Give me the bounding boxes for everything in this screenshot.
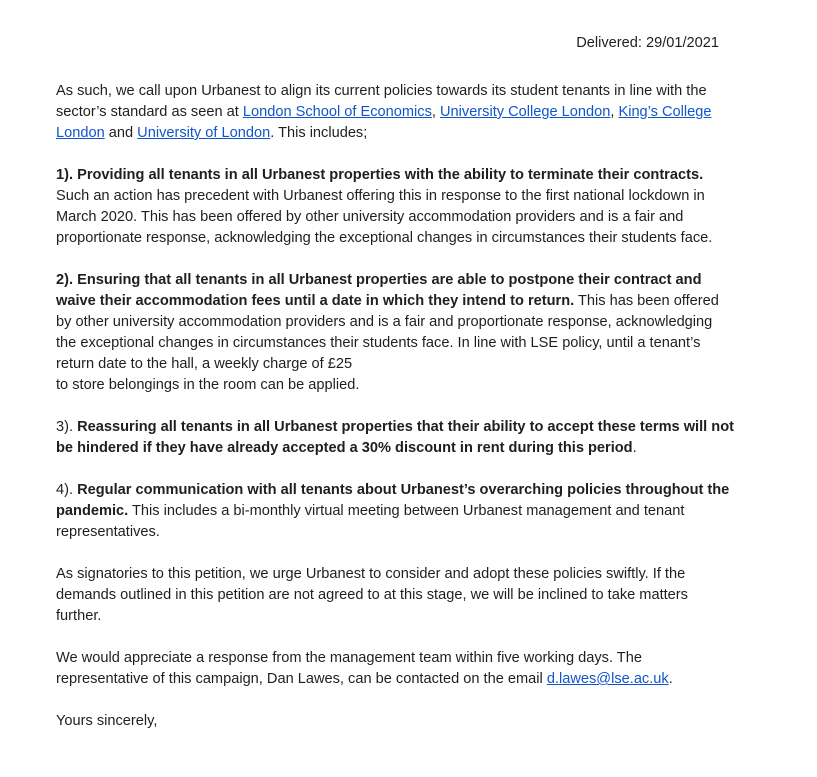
intro-paragraph (56, 81, 736, 144)
email-link[interactable]: d.lawes@lse.ac.uk (546, 671, 669, 687)
point-2 (56, 270, 736, 396)
intro-text-end: . This includes; (270, 125, 368, 141)
response-paragraph (56, 648, 736, 690)
point-1-heading (56, 167, 703, 183)
link-university-of-london[interactable]: University of London (137, 125, 271, 141)
point-4-text: This includes a bi-monthly virtual meeting between Urbanest management and tenant representatives. (56, 503, 685, 540)
link-lse[interactable]: London School of Economics (242, 104, 432, 120)
point-1-bold-text: Providing all tenants in all Urbanest properties with the ability to terminate their contracts. (77, 167, 704, 183)
intro-separator: , (610, 104, 619, 120)
intro-text: As such, we call upon Urbanest to align its current policies towards its student tenants in line with the sector’s standard as seen at (56, 83, 707, 120)
signatories-paragraph: As signatories to this petition, we urge Urbanest to consider and adopt these policies swiftly. If the demands outlined in this petition are not agreed to at this stage, we will be inclined to take matters further. (56, 566, 688, 624)
link-kcl[interactable]: King’s College London (56, 104, 712, 141)
point-3-text: . (632, 440, 637, 456)
point-1 (56, 165, 736, 249)
signoff: Yours sincerely, (56, 713, 158, 729)
point-3-number: 3). (56, 419, 78, 435)
response-text: We would appreciate a response from the management team within five working days. The representative of this campaign, Dan Lawes, can be contacted on the email (56, 650, 642, 687)
point-2-text-line2: to store belongings in the room can be applied. (56, 377, 360, 393)
point-2-number: 2). (56, 272, 78, 288)
delivered-date: Delivered: 29/01/2021 (576, 35, 719, 51)
point-1-text: Such an action has precedent with Urbanest offering this in response to the first national lockdown in March 2020. This has been offered by other university accommodation providers and is a fair and proportionate response, acknowledging the exceptional changes in circumstances their students face. (56, 188, 713, 246)
intro-separator: and (104, 125, 138, 141)
point-2-text: This has been offered by other university accommodation providers and is a fair and proportionate response, acknowledging the exceptional changes in circumstances their students face. In line with LSE policy, until a tenant’s return date to the hall, a weekly charge of £25 (56, 293, 719, 372)
point-1-number: 1). (56, 167, 78, 183)
letter-body (56, 81, 736, 753)
point-3 (56, 417, 736, 459)
point-4-number: 4). (56, 482, 78, 498)
point-3-bold-text: Reassuring all tenants in all Urbanest properties that their ability to accept these terms will not be hindered if they have already accepted a 30% discount in rent during this period (56, 419, 734, 456)
point-4-bold-text: Regular communication with all tenants about Urbanest’s overarching policies throughout the pandemic. (56, 482, 730, 519)
point-4 (56, 480, 736, 543)
response-end: . (668, 671, 673, 687)
intro-separator: , (431, 104, 440, 120)
point-2-bold-text: Ensuring that all tenants in all Urbanest properties are able to postpone their contract and waive their accommodation fees until a date in which they intend to return. (56, 272, 702, 309)
link-ucl[interactable]: University College London (440, 104, 611, 120)
